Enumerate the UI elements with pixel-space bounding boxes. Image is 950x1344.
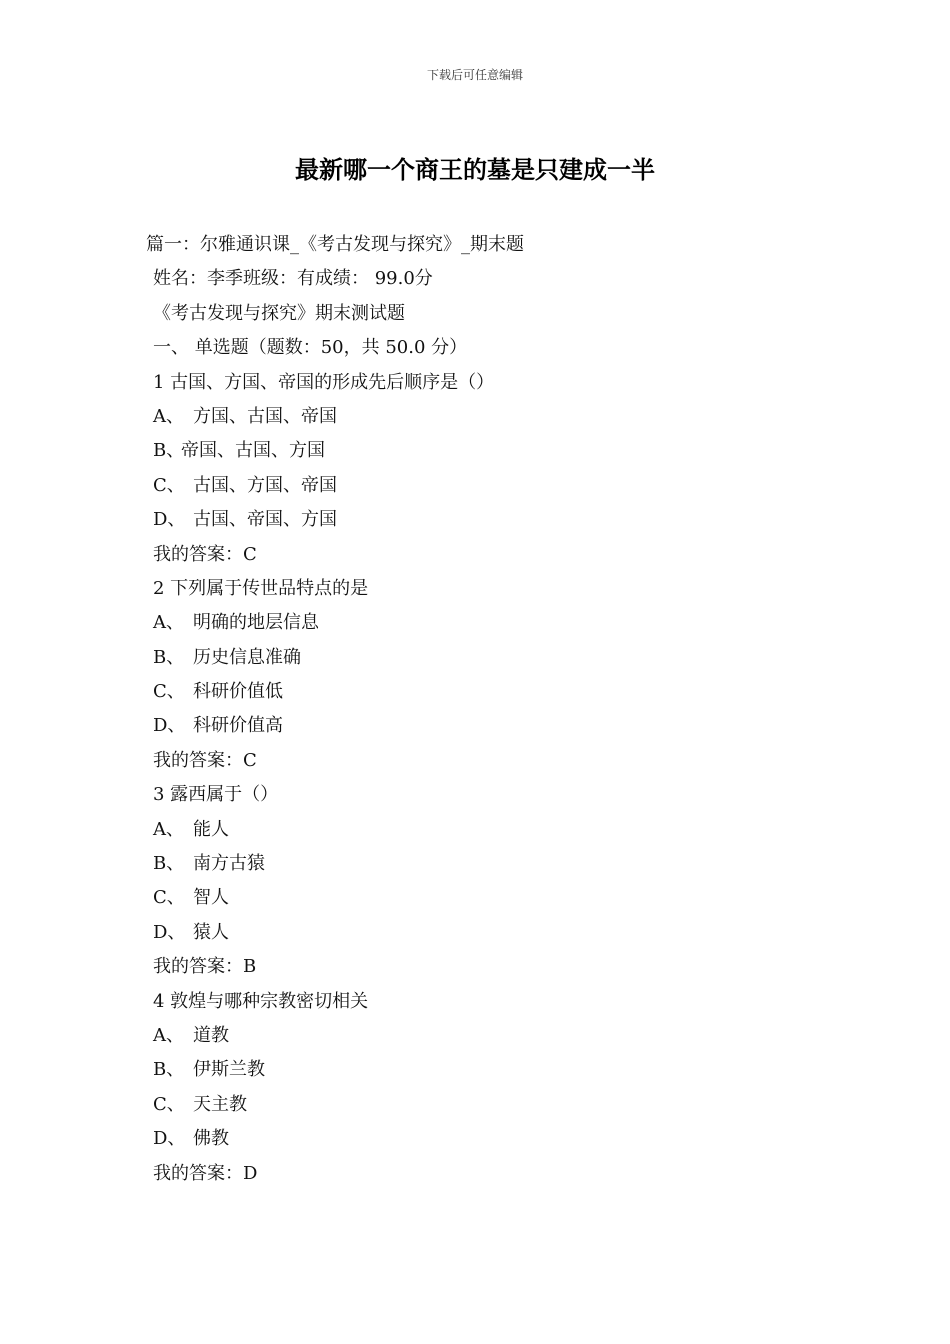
option-label: A、: [153, 405, 184, 427]
question-block: [146, 366, 866, 572]
question-block: [146, 985, 866, 1191]
option-label: A、: [153, 612, 184, 634]
question-text: 3 露西属于（）: [153, 784, 279, 806]
question-block: [146, 778, 866, 984]
option-text: 古国、帝国、方国: [193, 509, 337, 531]
option-text: 方国、古国、帝国: [193, 405, 337, 427]
option-label: A、: [153, 818, 184, 840]
option-d: [146, 503, 866, 537]
option-b: [146, 847, 866, 881]
answer-prefix: 我的答案：: [153, 543, 243, 565]
option-b: [146, 641, 866, 675]
option-b: [146, 434, 866, 468]
option-label: D、: [153, 1128, 186, 1150]
option-text: 历史信息准确: [193, 646, 301, 668]
question-block: [146, 572, 866, 778]
header-note: 下载后可任意编辑: [426, 68, 523, 82]
option-text: 佛教: [193, 1128, 229, 1150]
option-label: D、: [153, 509, 186, 531]
option-text: 帝国、古国、方国: [181, 440, 325, 462]
option-label: B、: [153, 440, 185, 462]
answer-value: C: [243, 749, 257, 771]
question-text: 1 古国、方国、帝国的形成先后顺序是（）: [153, 371, 495, 393]
option-d: [146, 1122, 866, 1156]
option-label: D、: [153, 715, 186, 737]
exam-title: 《考古发现与探究》期末测试题: [153, 302, 405, 324]
option-c: [146, 675, 866, 709]
option-c: [146, 469, 866, 503]
document-title: 最新哪一个商王的墓是只建成一半: [295, 156, 655, 184]
option-text: 道教: [193, 1024, 229, 1046]
student-info: 姓名：李季班级：有成绩： 99.0分: [153, 268, 433, 290]
option-c: [146, 1088, 866, 1122]
option-a: [146, 400, 866, 434]
question-text: 4 敦煌与哪种宗教密切相关: [153, 990, 369, 1012]
section-heading: 篇一：尔雅通识课_《考古发现与探究》_期末题: [146, 234, 524, 255]
option-text: 科研价值低: [193, 681, 283, 703]
answer-prefix: 我的答案：: [153, 956, 243, 978]
option-text: 伊斯兰教: [193, 1059, 265, 1081]
option-b: [146, 1053, 866, 1087]
question-text: 2 下列属于传世品特点的是: [153, 577, 369, 599]
option-d: [146, 709, 866, 743]
answer-value: D: [243, 1162, 258, 1184]
option-label: B、: [153, 646, 185, 668]
option-label: C、: [153, 681, 185, 703]
my-answer: [146, 744, 866, 778]
document-body: [146, 228, 866, 1191]
option-d: [146, 916, 866, 950]
option-label: C、: [153, 887, 185, 909]
option-label: C、: [153, 1093, 185, 1115]
option-label: B、: [153, 853, 185, 875]
option-text: 猿人: [193, 921, 229, 943]
option-text: 科研价值高: [193, 715, 283, 737]
option-label: B、: [153, 1059, 185, 1081]
answer-prefix: 我的答案：: [153, 749, 243, 771]
part-heading: 一、 单选题（题数：50，共 50.0 分）: [153, 337, 468, 359]
option-a: [146, 606, 866, 640]
option-c: [146, 881, 866, 915]
option-text: 明确的地层信息: [193, 612, 319, 634]
answer-prefix: 我的答案：: [153, 1162, 243, 1184]
my-answer: [146, 1157, 866, 1191]
option-text: 天主教: [193, 1093, 247, 1115]
answer-value: B: [243, 956, 257, 978]
option-a: [146, 813, 866, 847]
option-label: A、: [153, 1024, 184, 1046]
option-label: C、: [153, 474, 185, 496]
answer-value: C: [243, 543, 257, 565]
my-answer: [146, 538, 866, 572]
option-text: 能人: [193, 818, 229, 840]
option-a: [146, 1019, 866, 1053]
option-text: 智人: [193, 887, 229, 909]
option-text: 古国、方国、帝国: [193, 474, 337, 496]
option-text: 南方古猿: [193, 853, 265, 875]
option-label: D、: [153, 921, 186, 943]
my-answer: [146, 950, 866, 984]
